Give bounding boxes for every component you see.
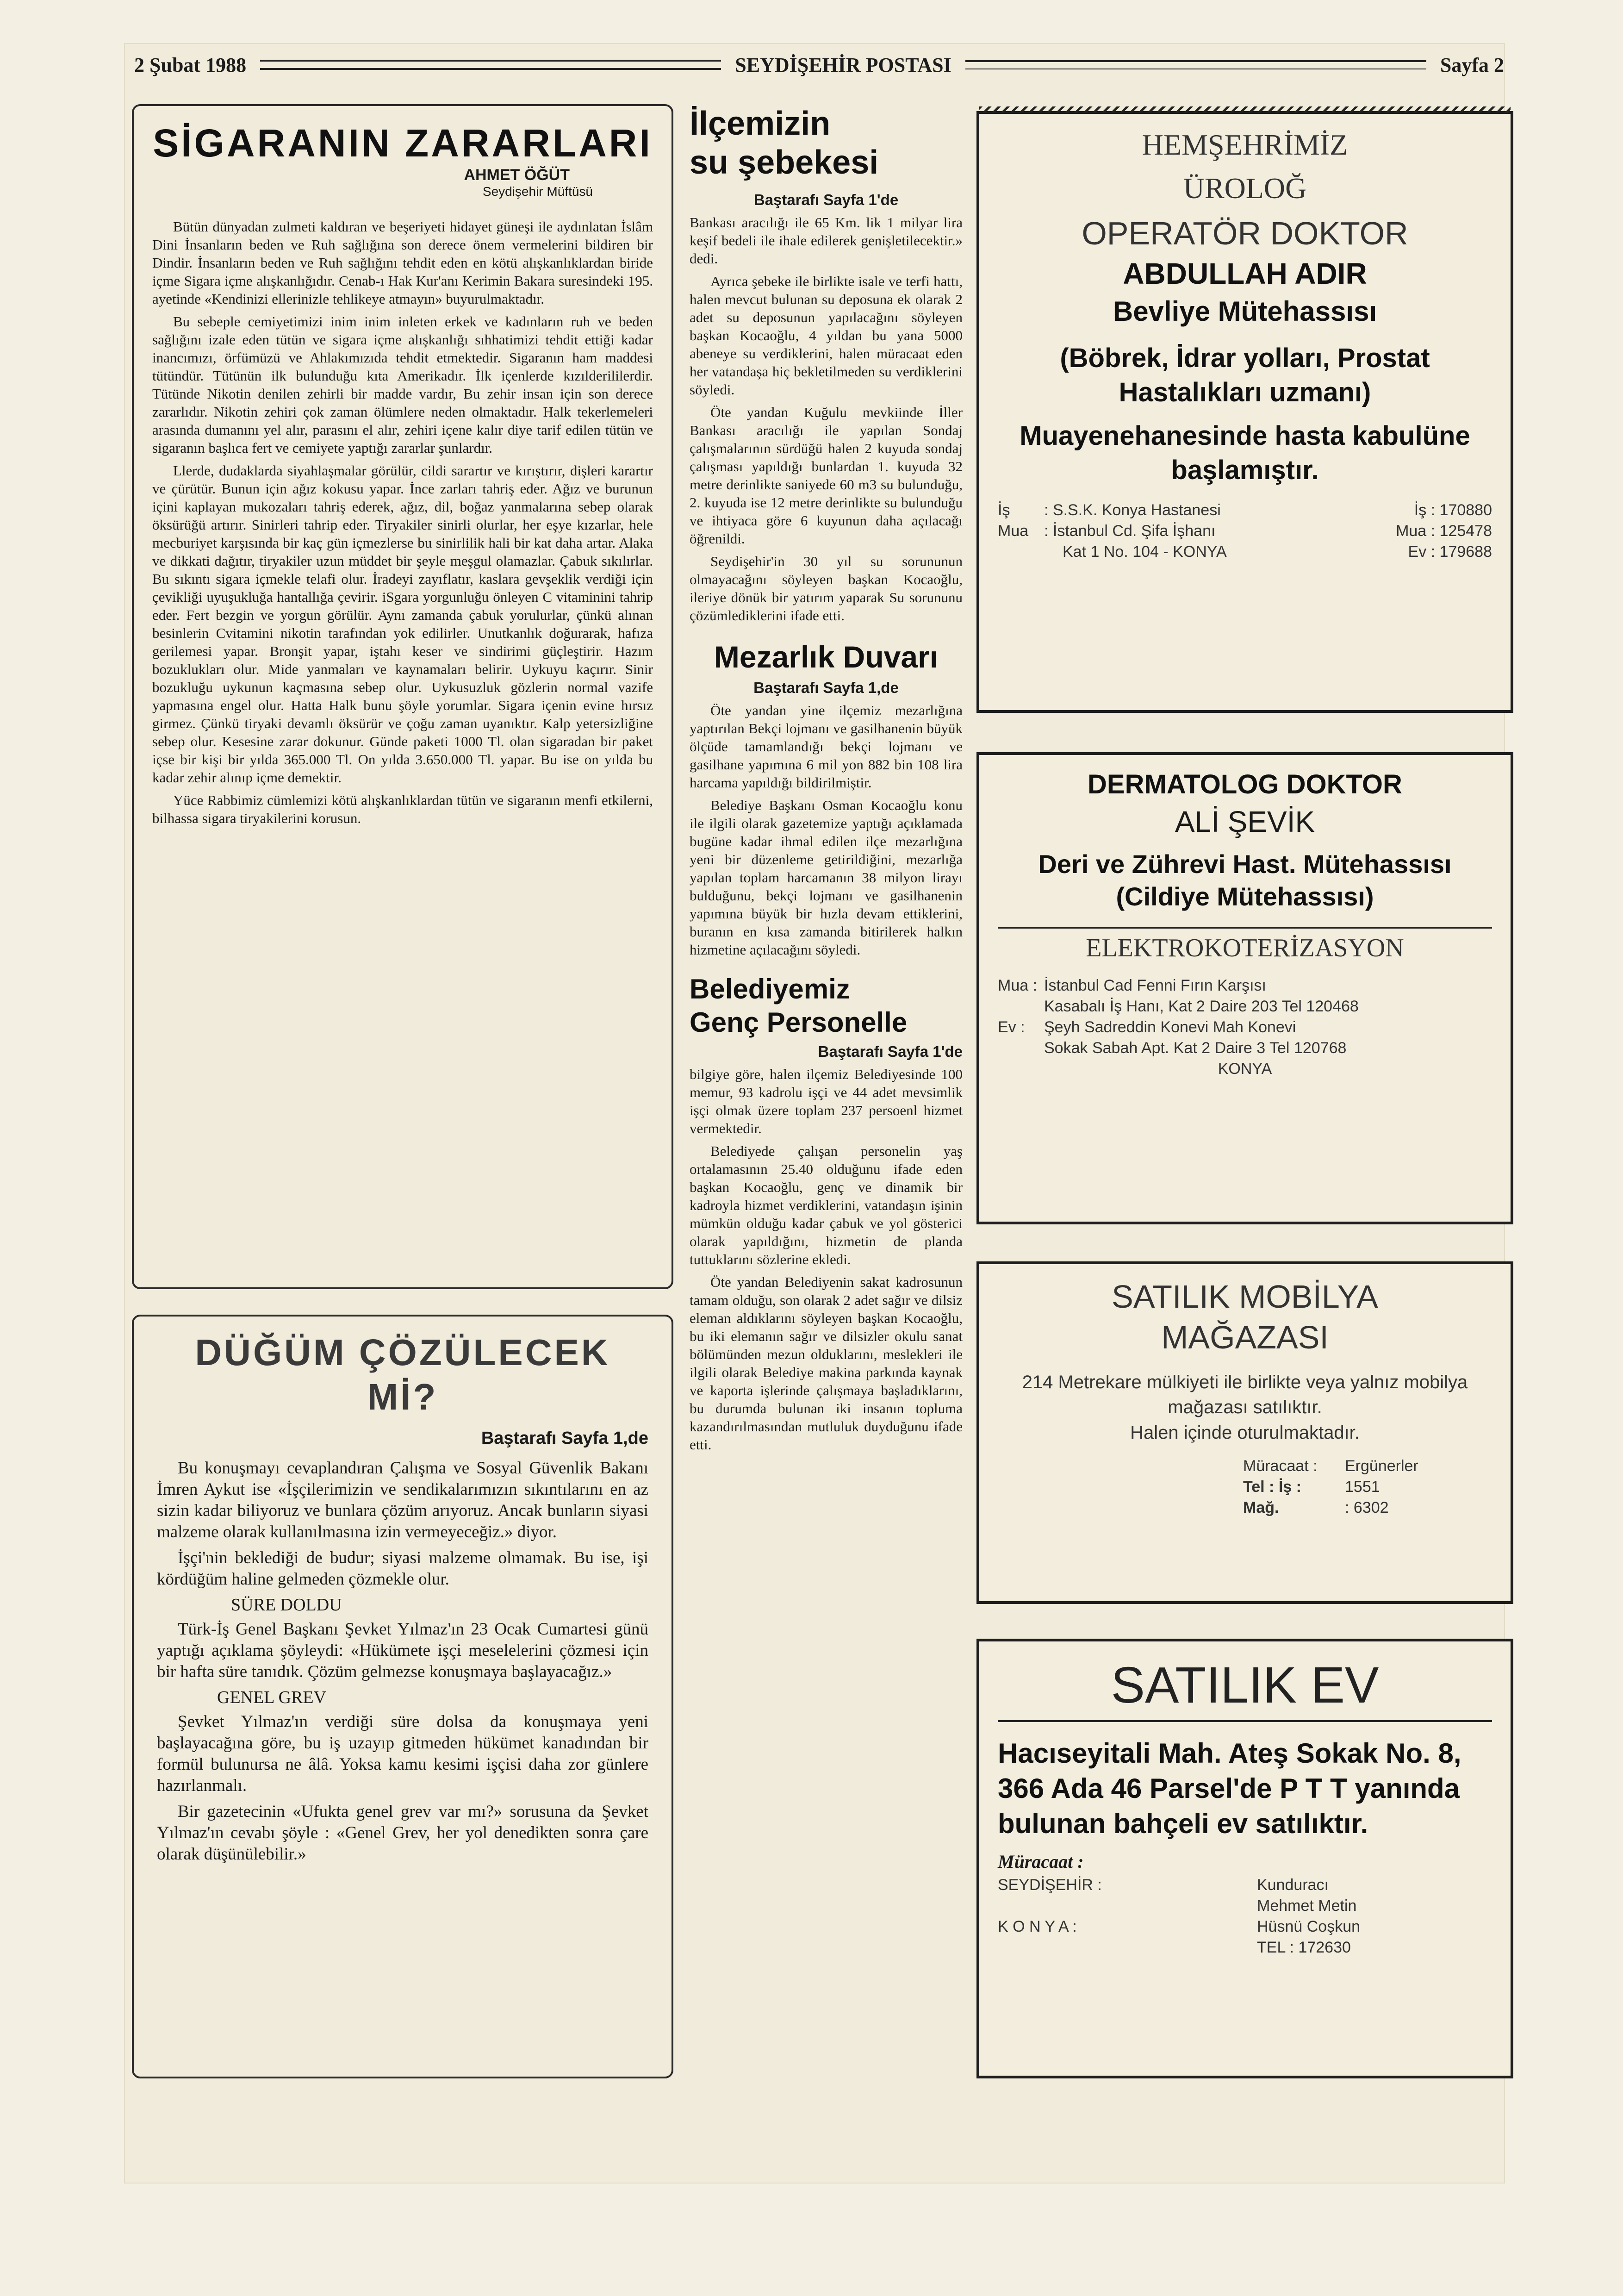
article-ilce-paragraph: Öte yandan Kuğulu mevkiinde İller Bankası aracılığı ile yapılan Sondaj çalışmalarının sürdüğü halen 2 kuyuda sondaj çalışması yapıldığı bunlardan 1. kuyuda 32 metre derinlikte saniyede 60 m3 su bulunduğu, 2. kuyuda ise 12 metre derinlikte su bulunduğu ve ihtiyaca göre 6 kuyunun daha açılacağı öğrenildi. <box>690 404 963 547</box>
ad-abdullah-line-3: OPERATÖR DOKTOR <box>1082 215 1408 251</box>
ad-mobilya-contact-label: Tel : İş : <box>1243 1478 1301 1496</box>
ad-ali-line-1: DERMATOLOG DOKTOR <box>1088 769 1402 799</box>
ad-satilik-ev <box>976 1639 1513 2078</box>
ad-abdullah-adir <box>976 111 1513 713</box>
ad-ev-contact-row <box>998 1939 1492 1957</box>
ad-abdullah-line-5: Bevliye Mütehassısı <box>1113 296 1377 327</box>
ad-abdullah-contact-value: : S.S.K. Konya Hastanesi <box>1044 501 1221 519</box>
ad-ali-address-row <box>998 977 1492 995</box>
article-ilce-title: su şebekesi <box>690 144 879 181</box>
ad-ali-address-row <box>998 1060 1492 1078</box>
ad-abdullah-line-7: Muayenehanesinde hasta kabulüne başlamıştır. <box>1020 421 1470 485</box>
ad-ev-muracaat: Müracaat : <box>998 1851 1084 1872</box>
ad-mobilya-line-1: SATILIK MOBİLYA <box>1112 1279 1378 1315</box>
article-ilce-title: İlçemizin <box>690 105 831 142</box>
ad-ev-contact-row <box>998 1897 1492 1915</box>
ad-abdullah-contact-value: : İstanbul Cd. Şifa İşhanı <box>1044 522 1216 540</box>
ad-abdullah-contact-phone: Mua : 125478 <box>1396 522 1492 540</box>
article-ilce-paragraph: Seydişehir'in 30 yıl su sorununun olmayacağını söyleyen başkan Kocaoğlu, ileriye dönük bir yatırım yaparak Su sorununu çözümlediklerini ifade etti. <box>690 553 963 624</box>
masthead-title: SEYDİŞEHİR POSTASI <box>735 53 951 76</box>
ad-mobilya-contact <box>1243 1457 1492 1517</box>
ad-mobilya-contact-row <box>1243 1478 1492 1496</box>
ad-ali-address-row <box>998 1039 1492 1057</box>
masthead-rule-left <box>260 60 721 70</box>
article-belediye-paragraph: Belediyede çalışan personelin yaş ortalamasının 25.40 olduğunu ifade eden başkan Kocaoğlu, genç ve dinamik bir kadroyla hizmet verdiklerini, vatandaşın işinin mümkün olduğu kadar çabuk ve yol gösterici olarak yapıldığını, hizmetin de planda tuttuklarını sözlerine ekledi. <box>690 1143 963 1267</box>
ad-ev-description: Hacıseyitali Mah. Ateş Sokak No. 8, 366 Ada 46 Parsel'de P T T yanında bulunan bahçeli ev satılıktır. <box>998 1738 1461 1839</box>
ad-ali-address-value: Sokak Sabah Apt. Kat 2 Daire 3 Tel 120768 <box>1044 1039 1347 1057</box>
ad-ali-address-value: KONYA <box>1218 1060 1272 1078</box>
article-sigara-paragraph: Llerde, dudaklarda siyahlaşmalar görülür, cildi sarartır ve kırıştırır, dişleri karartır ve çürütür. Bunun için ağız kokusu yapar. İnce zarları tahriş eder. Ağız ve burunun içini kaplayan mukozaları tahriş ederek, ağız, dil, boğaz yanmalarına sebep olarak öksürüğü artırır. Sinirleri tahrip eder. Tiryakiler sinirli olurlar, her eşye kızarlar, hele mecburiyet karşısında bir kaç gün içmezlerse bu sinirlilik hali bir kat daha artar. Alaka ve dikkati dağıtır, tiryakiler uzun müddet bir şeyle meşgul olamazlar. Çabuk sıkılırlar. Bu sıkıntı sigara içmekle telafi olur. İradeyi zayıflatır, kaslara gevşeklik verdiği için çevikliği uyuşukluğa hantallığa çevirir. iSgara yorgunluğu önleyen C vitaminini tahrip eder. Fert bezgin ve yorgun görülür. Aynı zamanda çabuk yorulurlar, çünkü alınan besinlerin Cvitamini nikotin tarafından yok edilirler. Unutkanlık doğurarak, hafıza gerilemesi yapar. Bronşit yapar, iştahı keser ve sindirimi güçleştirir. Hazım bozuklukları olur. Mide yanmaları ve kaynamaları belirir. Uykuyu kaçırır. Sinir bozukluğu uykunun kaçmasına sebep olur. Uykusuzluk gözlerin normal vazife yapmasına engel olur. Hatta Halk bunu şöyle yorumlar. Sigara içenin evine hırsız girmez. Çünkü tiryaki devamlı öksürür ve çoğu zaman uyanıktır. Kalp yetersizliğine sebep olur. Kesesine zarar dokunur. Günde paketi 1000 Tl. olan sigaradan bir paket içse bir kişi bir yılda 365.000 Tl. On yılda 3.650.000 Tl. yapar. Bu ise on yılda bu kadar zehir alınıp içme demektir. <box>152 462 653 786</box>
masthead-date: 2 Şubat 1988 <box>134 53 247 76</box>
ad-mobilya-contact-value: 1551 <box>1345 1478 1380 1496</box>
article-belediye-title: Belediyemiz <box>690 973 850 1004</box>
article-ilce-paragraph: Ayrıca şebeke ile birlikte isale ve terfi hattı, halen mevcut bulunan su deposuna ek olarak 2 adet su deposunun yapılacağını söyleyen başkan Kocaoğlu, 4 yıldan bu yana 5000 abeneye su verdiklerini, halen müracaat eden her vatandaşa hiç bekletilmeden su verdiklerini söyledi. <box>690 273 963 398</box>
masthead <box>134 46 1504 83</box>
article-sigara-paragraph: Bu sebeple cemiyetimizi inim inim inleten erkek ve kadınların ruh ve beden sağlığını izale eden tütün ve sigara içme alışkanlığı sıhhatimizi tehdit ettiği kadar inancımızı, örfümüzü ve Ahlakımızıda tehdit etmektedir. Sigaranın ham maddesi tütündür. Tütünün ilk bulunduğu kıta Amerikadır. İlk içenlerde kızılderililerdir. Tütünde Nikotin denilen zehirli bir madde vardır, Bu zehir insan için son derece zararlıdır. Nikotin zehiri çok zaman ölümlere neden olmaktadır. Halk tekerlemeleri arasında dumanını yel alır, parasını el alır, zehiri içene kalır diye tarif edilen tütün ve sigaranın başlıca fert ve cemiyete yaptığı zararlar şunlardır. <box>152 313 653 456</box>
ad-ev-contact-value: Hüsnü Coşkun <box>1257 1918 1361 1935</box>
article-ilce-paragraph: Bankası aracılığı ile 65 Km. lik 1 milyar lira keşif bedeli ile ihale edilerek genişletilecektir.» dedi. <box>690 214 963 267</box>
ad-ali-line-2: ALİ ŞEVİK <box>1175 805 1315 838</box>
ad-ev-contact-city: K O N Y A : <box>998 1918 1077 1935</box>
article-sigara-author: AHMET ÖĞÜT <box>464 166 570 184</box>
article-dugum-paragraph: Bir gazetecinin «Ufukta genel grev var mı?» sorusuna da Şevket Yılmaz'ın cevabı şöyle : «Genel Grev, her yol denedikten sonra çare olarak düşünülebilir.» <box>157 1802 648 1864</box>
article-belediye-paragraph: Öte yandan Belediyenin sakat kadrosunun tamam olduğu, son olarak 2 adet sağır ve dilsiz eleman aldıklarını söyleyen başkan Kocaoğlu, bu iki elemanın sağır ve dilsizler okulu sanat bölümünden mezun olduklarını, meslekleri ile ilgili olarak Belediye makina parkında kaynak ve kaporta işlerinde çalışmaya başladıklarını, bu durumda bulunan iki insanın topluma kazandırılmasından mutluluk duyduğunu ifade etti. <box>690 1274 963 1453</box>
ad-abdullah-line-6: (Böbrek, İdrar yolları, Prostat Hastalıkları uzmanı) <box>1060 343 1430 407</box>
article-mezarlik-paragraph: Belediye Başkanı Osman Kocaoğlu konu ile ilgili olarak gazetemize yaptığı açıklamada bugüne kadar ihmal edilen ilçe mezarlığına yeni bir düzenleme getirildiğini, mezarlığa yapılan toplam harcamanın 38 milyon lirayı bulduğunu, bekçi lojmanı ve gasilhanenin yapımına büyük bir hızla devam ettiklerini, buranın en kısa zamanda bitirilerek halkın hizmetine açılacağını söyledi. <box>690 797 963 958</box>
ad-ali-sevik <box>976 752 1513 1224</box>
article-dugum-continued: Baştarafı Sayfa 1,de <box>481 1429 648 1448</box>
masthead-rule-right <box>965 60 1426 69</box>
ad-abdullah-contact-value: Kat 1 No. 104 - KONYA <box>1063 543 1227 561</box>
ad-abdullah-line-2: ÜROLOĞ <box>1183 172 1307 205</box>
article-dugum-paragraph: Şevket Yılmaz'ın verdiği süre dolsa da konuşmaya yeni başlayacağına göre, bu iş uzayıp gitmeden hükümet kanadından bir formül bulunursa ne âlâ. Yoksa kamu kesimi işçisi daha zor günlere hazırlanmalı. <box>157 1712 648 1795</box>
ad-ev-contact-row <box>998 1918 1492 1936</box>
ad-mobilya-contact-label: Müracaat : <box>1243 1457 1318 1475</box>
article-dugum <box>132 1315 673 2078</box>
ad-abdullah-contact-label: İş <box>998 501 1010 519</box>
article-dugum-subhead: SÜRE DOLDU <box>231 1595 342 1615</box>
article-dugum-title: DÜĞÜM ÇÖZÜLECEK Mİ? <box>195 1332 610 1417</box>
ad-ali-line-4: ELEKTROKOTERİZASYON <box>998 927 1492 963</box>
ad-ali-address-row <box>998 1018 1492 1036</box>
ad-ali-address-value: Kasabalı İş Hanı, Kat 2 Daire 203 Tel 120468 <box>1044 998 1359 1015</box>
article-sigara-title: SİGARANIN ZARARLARI <box>153 121 653 165</box>
ad-mobilya-contact-value: : 6302 <box>1345 1499 1389 1516</box>
article-belediye-title: Genç Personelle <box>690 1007 908 1038</box>
masthead-page: Sayfa 2 <box>1440 53 1505 76</box>
ad-ev-contact-value: Kunduracı <box>1257 1876 1329 1894</box>
article-belediye-paragraph: bilgiye göre, halen ilçemiz Belediyesinde 100 memur, 93 kadrolu işçi ve 44 adet mevsimlik işçi olmak üzere toplam 237 persoenl hizmet vermektedir. <box>690 1066 963 1136</box>
ad-abdullah-contact-spacer <box>998 543 1063 561</box>
ad-ev-contact-value: TEL : 172630 <box>1257 1939 1351 1956</box>
ad-ali-address-value: İstanbul Cad Fenni Fırın Karşısı <box>1044 977 1266 994</box>
article-dugum-subhead: GENEL GREV <box>217 1688 327 1707</box>
ad-abdullah-contact-row <box>998 522 1492 540</box>
ad-abdullah-contact-phone: Ev : 179688 <box>1408 543 1492 561</box>
ad-mobilya-line-2: MAĞAZASI <box>1161 1319 1329 1355</box>
article-sigara-author-title: Seydişehir Müftüsü <box>482 184 593 199</box>
ad-mobilya-contact-row <box>1243 1457 1492 1475</box>
article-mezarlik-continued: Baştarafı Sayfa 1,de <box>753 679 899 696</box>
ad-abdullah-contact-row <box>998 543 1492 561</box>
ad-abdullah-line-1: HEMŞEHRİMİZ <box>1142 128 1348 161</box>
ad-ali-line-3: Deri ve Zührevi Hast. Mütehassısı (Cildiye Mütehassısı) <box>1038 849 1452 911</box>
middle-column <box>690 104 963 2095</box>
ad-mobilya-contact-row <box>1243 1499 1492 1517</box>
article-sigara <box>132 104 673 1289</box>
article-mezarlik-paragraph: Öte yandan yine ilçemiz mezarlığına yaptırılan Bekçi lojmanı ve gasilhanenin büyük ölçüde tamamlandığı bekçi lojmanı ve gasilhane yapımına 6 mil yon 882 bin 108 lira harcama yapıldığı bildirilmiştir. <box>690 702 963 791</box>
ad-ev-contact-city: SEYDİŞEHİR : <box>998 1876 1102 1894</box>
article-dugum-paragraph: Bu konuşmayı cevaplandıran Çalışma ve Sosyal Güvenlik Bakanı İmren Aykut ise «İşçilerimizin ve sendikalarımızın sıkıntılarını en az sizin kadar biliyoruz ve bunlara çözüm arıyoruz. Ancak bunların siyasi malzeme olarak kullanılmasına izin vermeyeceğiz.» diyor. <box>157 1459 648 1541</box>
article-dugum-paragraph: Türk-İş Genel Başkanı Şevket Yılmaz'ın 23 Ocak Cumartesi günü yaptığı açıklama şöyleydi: «Hükümete işçi meselelerini çözmesi için bir hafta süre tanıdık. Çözüm gelmezse konuşmaya başlayacağız.» <box>157 1620 648 1681</box>
article-sigara-paragraph: Yüce Rabbimiz cümlemizi kötü alışkanlıklardan tütün ve sigaranın menfi etkilerni, bilhassa sigara tiryakilerini korusun. <box>152 792 653 826</box>
ad-ev-contact-value: Mehmet Metin <box>1257 1897 1357 1915</box>
ad-ev-title: SATILIK EV <box>998 1655 1492 1722</box>
article-dugum-paragraph: İşçi'nin beklediği de budur; siyasi malzeme olmamak. Bu ise, işi kördüğüm haline gelmeden çözmekle olur. <box>157 1548 648 1589</box>
article-mezarlik-title: Mezarlık Duvarı <box>714 640 939 674</box>
ad-border-zigzag <box>979 106 1511 113</box>
ad-mobilya-contact-label: Mağ. <box>1243 1499 1279 1516</box>
article-ilce-continued: Baştarafı Sayfa 1'de <box>753 191 899 208</box>
ad-ali-address-label: Ev : <box>998 1018 1025 1036</box>
article-belediye-continued: Baştarafı Sayfa 1'de <box>818 1043 963 1060</box>
article-sigara-paragraph: Bütün dünyadan zulmeti kaldıran ve beşeriyeti hidayet güneşi ile aydınlatan İslâm Dini İnsanların beden ve Ruh sağlığına son derece önem vermelerini bildiren bir Dindir. İnsanların beden ve Ruh sağlığını tehdit eden en kötü alışkanlıklardan biride içme Sigara içme alışkanlığıdır. Cenab-ı Hak Kur'anı Kerimin Bakara suresindeki 195. ayetinde «Kendinizi ellerinizle tehlikeye atmayın» buyurulmaktadır. <box>152 218 653 307</box>
ad-ev-contact-row <box>998 1876 1492 1894</box>
ad-abdullah-contact-row <box>998 501 1492 519</box>
ad-ali-address-row <box>998 998 1492 1016</box>
ad-abdullah-line-4: ABDULLAH ADIR <box>1123 257 1367 290</box>
ad-abdullah-contact-phone: İş : 170880 <box>1414 501 1492 519</box>
ad-abdullah-contact-label: Mua <box>998 522 1029 540</box>
ad-ali-address-label: Mua : <box>998 977 1038 994</box>
ad-mobilya-line-3: 214 Metrekare mülkiyeti ile birlikte veya yalnız mobilya mağazası satılıktır. <box>1022 1372 1468 1417</box>
ad-ali-address-value: Şeyh Sadreddin Konevi Mah Konevi <box>1044 1018 1296 1036</box>
ad-satilik-mobilya <box>976 1261 1513 1604</box>
ad-mobilya-contact-value: Ergünerler <box>1345 1457 1418 1475</box>
ad-mobilya-line-4: Halen içinde oturulmaktadır. <box>1130 1423 1360 1443</box>
